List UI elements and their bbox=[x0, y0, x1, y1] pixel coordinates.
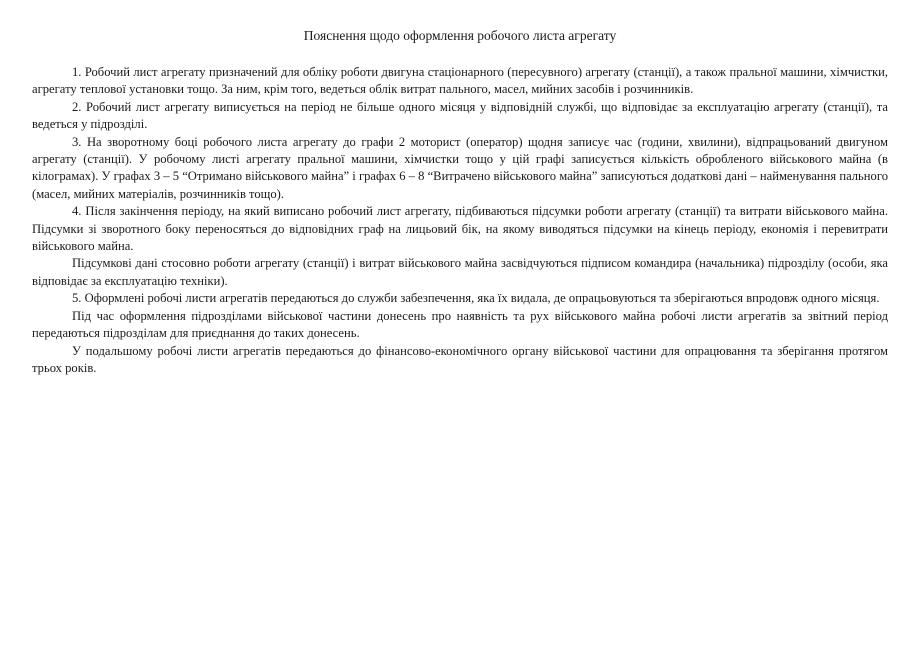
document-title: Пояснення щодо оформлення робочого листа агрегату bbox=[303, 28, 617, 43]
paragraph-3: 3. На зворотному боці робочого листа агрегату до графи 2 моторист (оператор) щодня записує час (години, хвилини), відпрацьований двигуном агрегату (станції). У робочому листі агрегату пральної машини, хімчистки тощо у цій графі записується кількість обробленого військового майна (в кілограмах). У графах 3 – 5 “Отримано військового майна” і графах 6 – 8 “Витрачено військового майна” записуються додаткові дані – найменування пального (масел, мийних матеріалів, розчинників тощо). bbox=[32, 134, 888, 201]
paragraph-5: 5. Оформлені робочі листи агрегатів передаються до служби забезпечення, яка їх видала, де опрацьовуються та зберігаються впродовж одного місяця. bbox=[72, 291, 880, 306]
paragraph-reports: Під час оформлення підрозділами військової частини донесень про наявність та рух військового майна робочі листи агрегатів за звітний період передаються підрозділам для приєднання до таких донесень. bbox=[32, 308, 888, 341]
paragraph-summary-signature: Підсумкові дані стосовно роботи агрегату (станції) і витрат військового майна засвідчуються підписом командира (начальника) підрозділу (особи, яка відповідає за експлуатацію техніки). bbox=[32, 256, 888, 288]
paragraph-4: 4. Після закінчення періоду, на який виписано робочий лист агрегату, підбиваються підсумки роботи агрегату (станції) та витрати військового майна. Підсумки зі зворотного боку переносяться до відповідних граф на лицьовий бік, на якому виводяться підсумки на кінець періоду, економія і перевитрати військового майна. bbox=[32, 204, 888, 254]
document-body bbox=[32, 64, 888, 377]
paragraph-1: 1. Робочий лист агрегату призначений для обліку роботи двигуна стаціонарного (пересувного) агрегату (станції), а також пральної машини, хімчистки, агрегату теплової установки тощо. За ним, крім того, ведеться облік витрат пального, масел, мийних засобів і розчинників. bbox=[32, 65, 888, 97]
paragraph-2: 2. Робочий лист агрегату виписується на період не більше одного місяця у відповідній службі, що відповідає за експлуатацію агрегату (станції), та ведеться у підрозділі. bbox=[32, 99, 888, 132]
paragraph-storage: У подальшому робочі листи агрегатів передаються до фінансово-економічного органу військової частини для опрацювання та зберігання протягом трьох років. bbox=[32, 343, 888, 375]
